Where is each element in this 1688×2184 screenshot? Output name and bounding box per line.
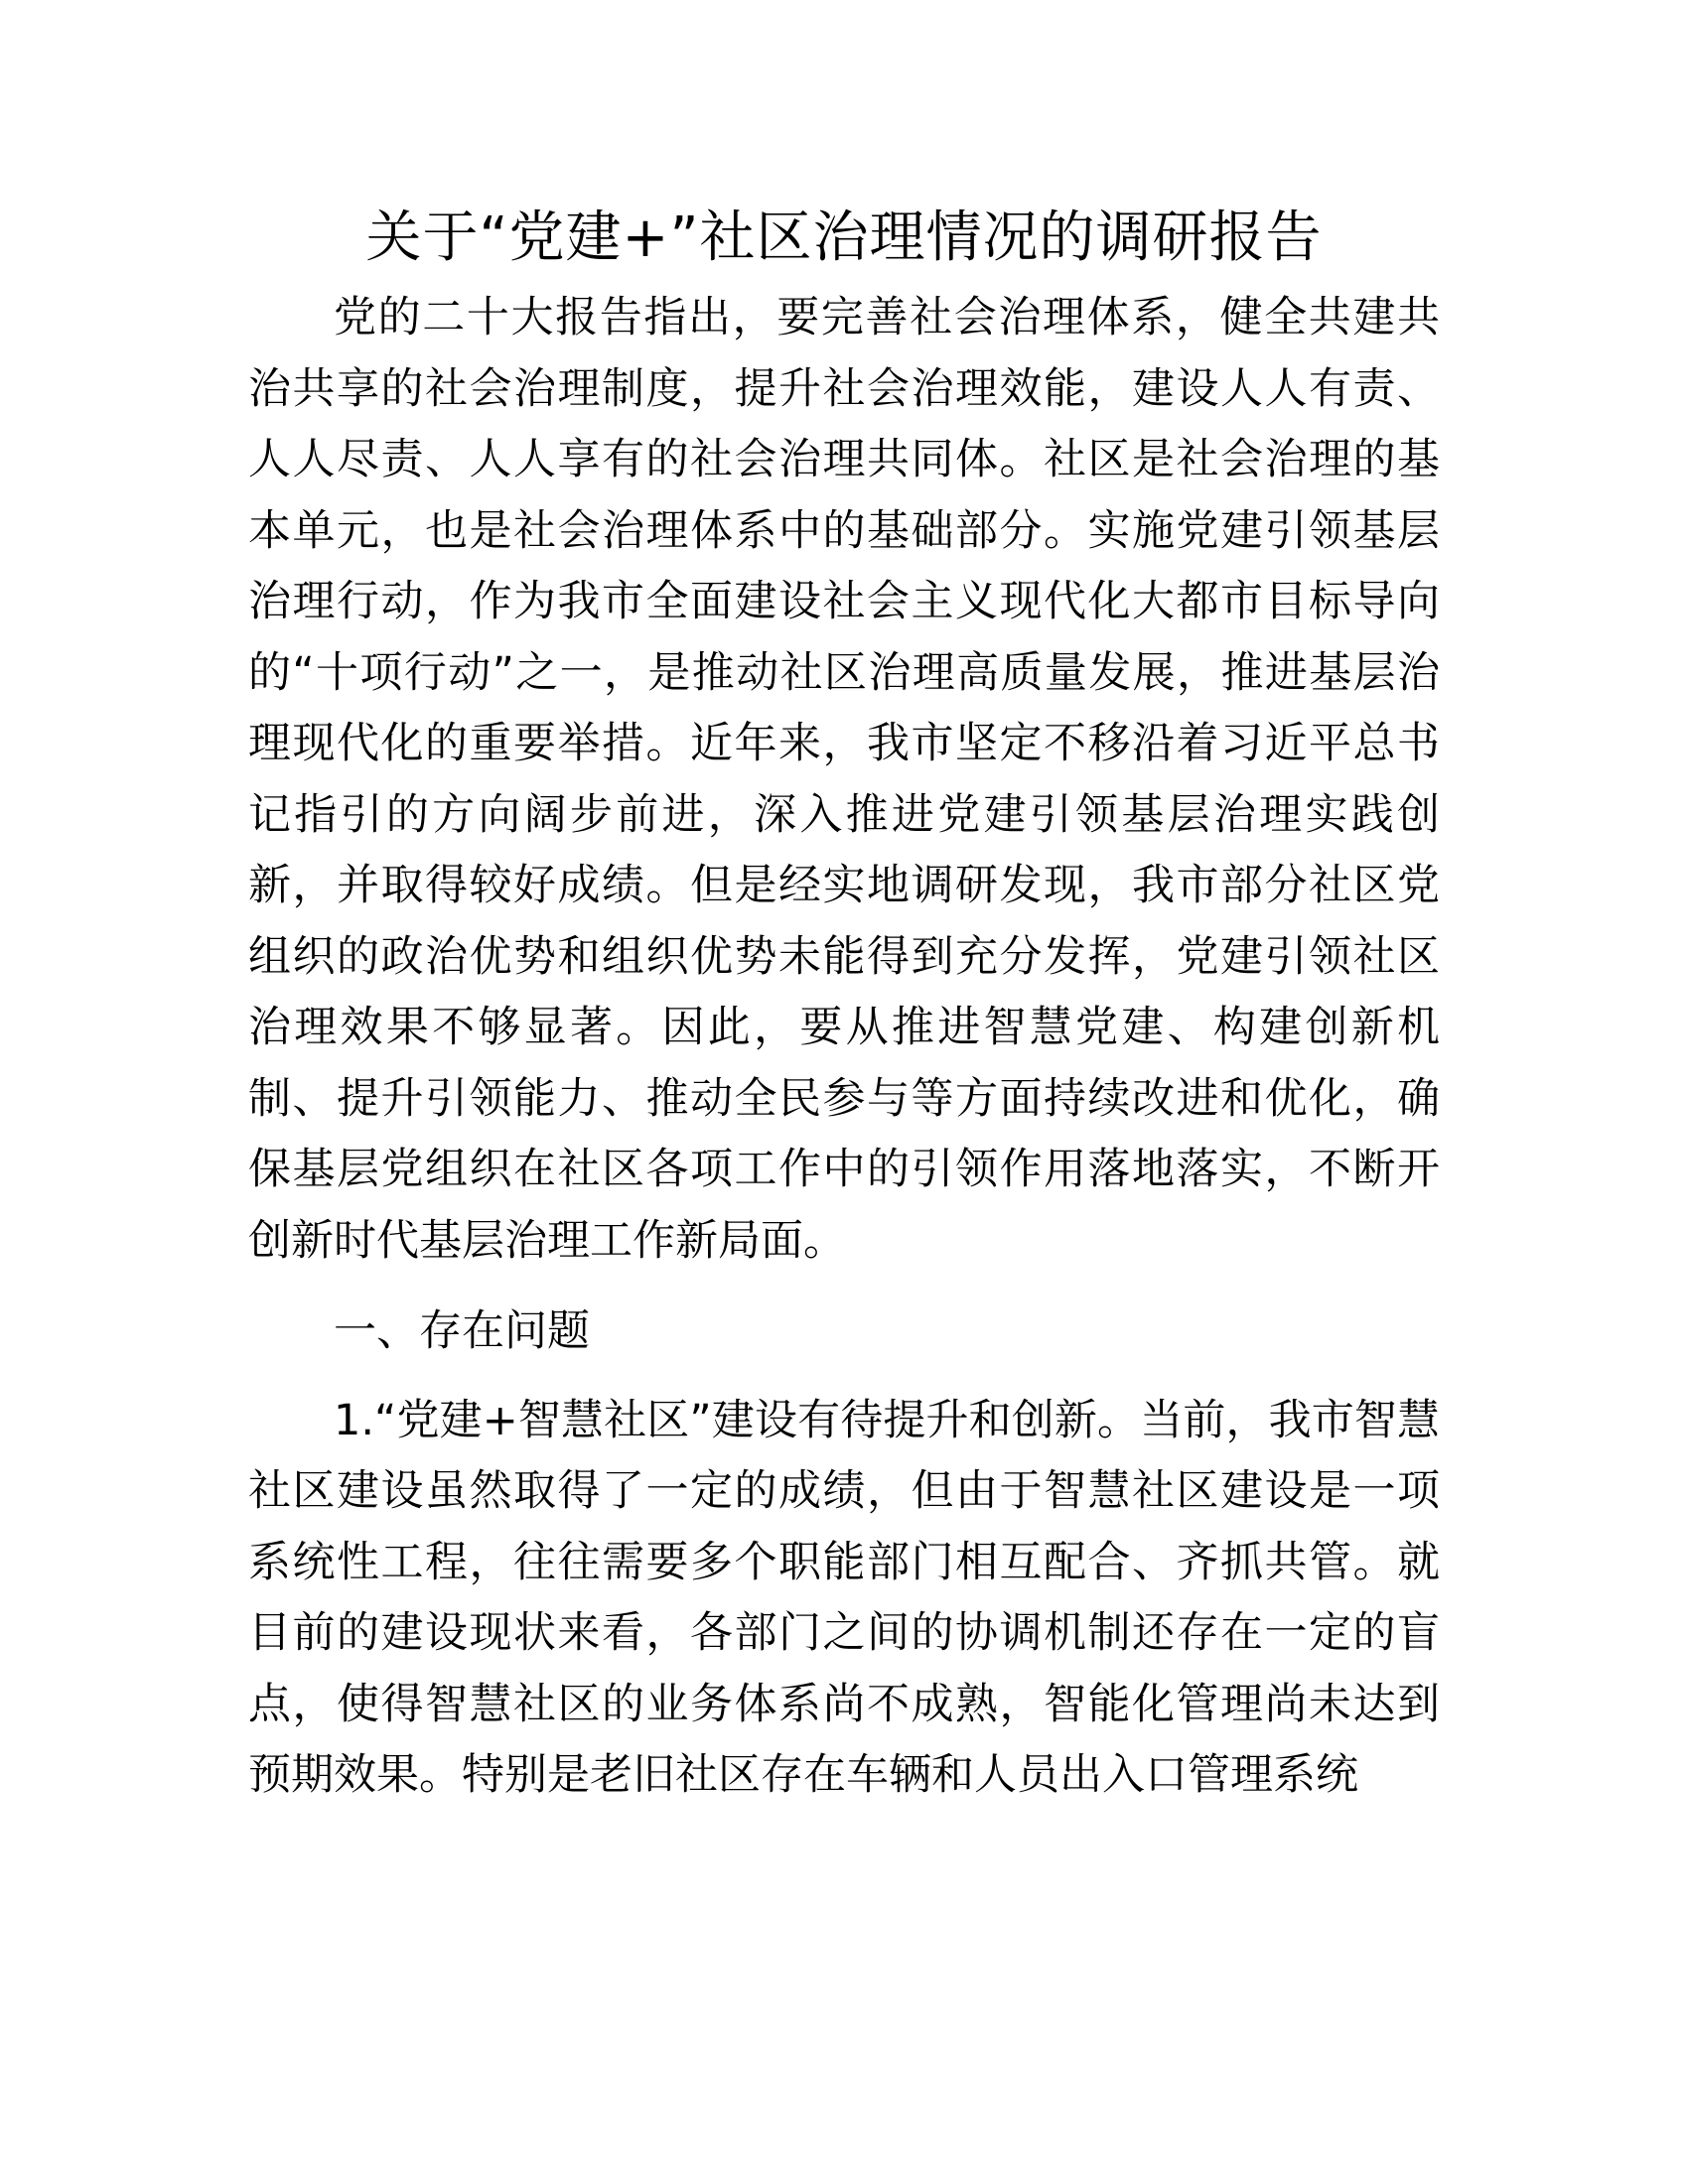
intro-paragraph: 党的二十大报告指出，要完善社会治理体系，健全共建共治共享的社会治理制度，提升社会治理效能，建设人人有责、人人尽责、人人享有的社会治理共同体。社区是社会治理的基本单元，也是社会治理体系中的基础部分。实施党建引领基层治理行动，作为我市全面建设社会主义现代化大都市目标导向的“十项行动”之一，是推动社区治理高质量发展，推进基层治理现代化的重要举措。近年来，我市坚定不移沿着习近平总书记指引的方向阔步前进，深入推进党建引领基层治理实践创新，并取得较好成绩。但是经实地调研发现，我市部分社区党组织的政治优势和组织优势未能得到充分发挥，党建引领社区治理效果不够显著。因此，要从推进智慧党建、构建创新机制、提升引领能力、推动全民参与等方面持续改进和优化，确保基层党组织在社区各项工作中的引领作用落地落实，不断开创新时代基层治理工作新局面。 bbox=[248, 293, 1440, 1266]
section-paragraph: 1.“党建+智慧社区”建设有待提升和创新。当前，我市智慧社区建设虽然取得了一定的成绩，但由于智慧社区建设是一项系统性工程，往往需要多个职能部门相互配合、齐抓共管。就目前的建设现状来看，各部门之间的协调机制还存在一定的盲点，使得智慧社区的业务体系尚不成熟，智能化管理尚未达到预期效果。特别是老旧社区存在车辆和人员出入口管理系统 bbox=[248, 1395, 1440, 1800]
section-heading: 一、存在问题 bbox=[334, 1306, 590, 1356]
document-page bbox=[248, 194, 1440, 1812]
document-title: 关于“党建+”社区治理情况的调研报告 bbox=[365, 205, 1323, 270]
